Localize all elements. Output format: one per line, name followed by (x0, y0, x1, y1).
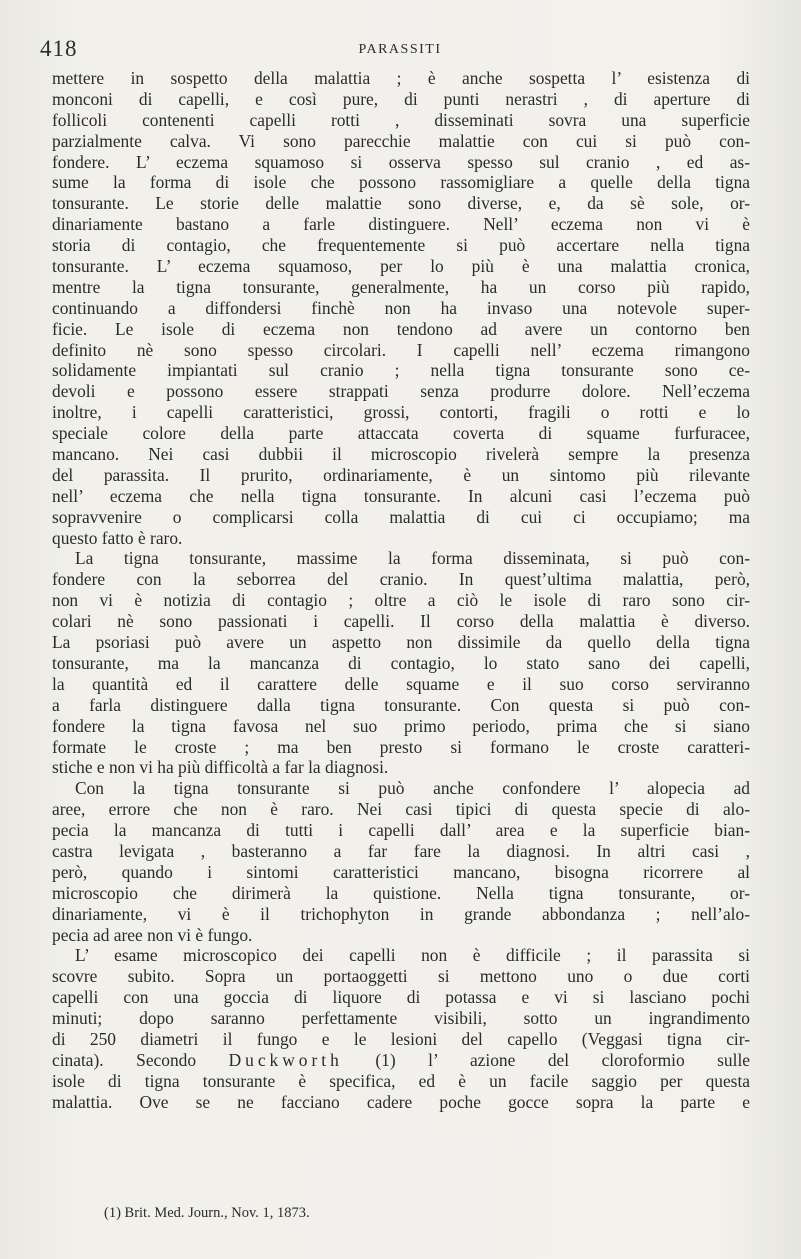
text-line: però, quando i sintomi caratteristici mancano, bisogna ricorrere al (52, 861, 750, 882)
text-line: ficie. Le isole di eczema non tendono ad avere un contorno ben (52, 318, 750, 339)
text-line: storia di contagio, che frequentemente si può accertare nella tigna (52, 235, 750, 256)
text-line: pecia la mancanza di tutti i capelli dall’ area e la superficie bian- (52, 820, 750, 841)
text-line: speciale colore della parte attaccata coverta di squame furfuracee, (52, 423, 750, 444)
text-line: non vi è notizia di contagio ; oltre a ciò le isole di raro sono cir- (52, 590, 750, 611)
text-line: nell’ eczema che nella tigna tonsurante. In alcuni casi l’eczema può (52, 485, 750, 506)
text-line: sume la forma di isole che possono rassomigliare a quelle della tigna (52, 172, 750, 193)
text-line: aree, errore che non è raro. Nei casi tipici di questa specie di alo- (52, 799, 750, 820)
running-title: PARASSITI (358, 42, 442, 57)
text-line: malattia. Ove se ne facciano cadere poche gocce sopra la parte e (52, 1091, 750, 1112)
text-line: inoltre, i capelli caratteristici, grossi, contorti, fragili o rotti e lo (52, 402, 750, 423)
text-line: questo fatto è raro. (52, 527, 183, 548)
text-line: a farla distinguere dalla tigna tonsurante. Con questa si può con- (52, 694, 750, 715)
text-line: capelli con una goccia di liquore di potassa e vi si lasciano pochi (52, 987, 750, 1008)
page-header (40, 36, 760, 66)
text-line: devoli e possono essere strappati senza produrre dolore. Nell’eczema (52, 381, 750, 402)
text-line: definito nè sono spesso circolari. I capelli nell’ eczema rimangono (52, 339, 750, 360)
text-line: La tigna tonsurante, massime la forma disseminata, si può con- (75, 548, 750, 569)
text-line: tonsurante, ma la mancanza di contagio, lo stato sano dei capelli, (52, 652, 750, 673)
text-line: tonsurante. L’ eczema squamoso, per lo più è una malattia cronica, (52, 256, 750, 277)
text-line: mancano. Nei casi dubbii il microscopio rivelerà sempre la presenza (52, 444, 750, 465)
text-line: monconi di capelli, e così pure, di punti nerastri , di aperture di (52, 88, 750, 109)
text-line: scovre subito. Sopra un portaoggetti si mettono uno o due corti (52, 966, 750, 987)
text-line: solidamente impiantati sul cranio ; nella tigna tonsurante sono ce- (52, 360, 750, 381)
text-line: microscopio che dirimerà la quistione. Nella tigna tonsurante, or- (52, 882, 750, 903)
text-line: parzialmente calva. Vi sono parecchie malattie con cui si può con- (52, 130, 750, 151)
text-line: isole di tigna tonsurante è specifica, ed è un facile saggio per questa (52, 1070, 750, 1091)
text-line: minuti; dopo saranno perfettamente visibili, sotto un ingrandimento (52, 1008, 750, 1029)
text-line-rest: (1) l’ azione del cloroformio sulle (342, 1049, 750, 1070)
text-line: stiche e non vi ha più difficoltà a far la diagnosi. (52, 757, 389, 778)
page-number: 418 (40, 36, 78, 61)
text-line: formate le croste ; ma ben presto si formano le croste caratteri- (52, 736, 750, 757)
text-line: dinariamente, vi è il trichophyton in grande abbondanza ; nell’alo- (52, 903, 750, 924)
author-name: Duckworth (228, 1049, 343, 1070)
text-line-duckworth (52, 1050, 750, 1071)
text-line: sopravvenire o complicarsi colla malattia di cui ci occupiamo; ma (52, 506, 750, 527)
text-line: follicoli contenenti capelli rotti , disseminati sovra una superficie (52, 109, 750, 130)
text-line: mettere in sospetto della malattia ; è anche sospetta l’ esistenza di (52, 68, 750, 88)
text-line: fondere la tigna favosa nel suo primo periodo, prima che si siano (52, 715, 750, 736)
text-line: La psoriasi può avere un aspetto non dissimile da quello della tigna (52, 632, 750, 653)
text-line: tonsurante. Le storie delle malattie sono diverse, e, da sè sole, or- (52, 193, 750, 214)
text-line: colari nè sono passionati i capelli. Il corso della malattia è diverso. (52, 611, 750, 632)
text-line: fondere con la seborrea del cranio. In quest’ultima malattia, però, (52, 569, 750, 590)
text-line: fondere. L’ eczema squamoso si osserva spesso sul cranio , ed as- (52, 151, 750, 172)
body-text (52, 68, 750, 1113)
text-line: L’ esame microscopico dei capelli non è difficile ; il parassita si (75, 945, 750, 966)
text-line: castra levigata , basteranno a far fare la diagnosi. In altri casi , (52, 840, 750, 861)
text-line: la quantità ed il carattere delle squame e il suo corso serviranno (52, 673, 750, 694)
text-line: Con la tigna tonsurante si può anche confondere l’ alopecia ad (75, 778, 750, 799)
text-line: del parassita. Il prurito, ordinariamente, è un sintomo più rilevante (52, 464, 750, 485)
text-line: dinariamente bastano a farle distinguere. Nell’ eczema non vi è (52, 214, 750, 235)
text-line: pecia ad aree non vi è fungo. (52, 924, 253, 945)
text-line-start: cinata). Secondo (52, 1049, 197, 1070)
text-line: di 250 diametri il fungo e le lesioni del capello (Veggasi tigna cir- (52, 1028, 750, 1049)
text-line: mentre la tigna tonsurante, generalmente, ha un corso più rapido, (52, 276, 750, 297)
text-line: continuando a diffondersi finchè non ha invaso una notevole super- (52, 297, 750, 318)
footnote: (1) Brit. Med. Journ., Nov. 1, 1873. (104, 1205, 310, 1221)
